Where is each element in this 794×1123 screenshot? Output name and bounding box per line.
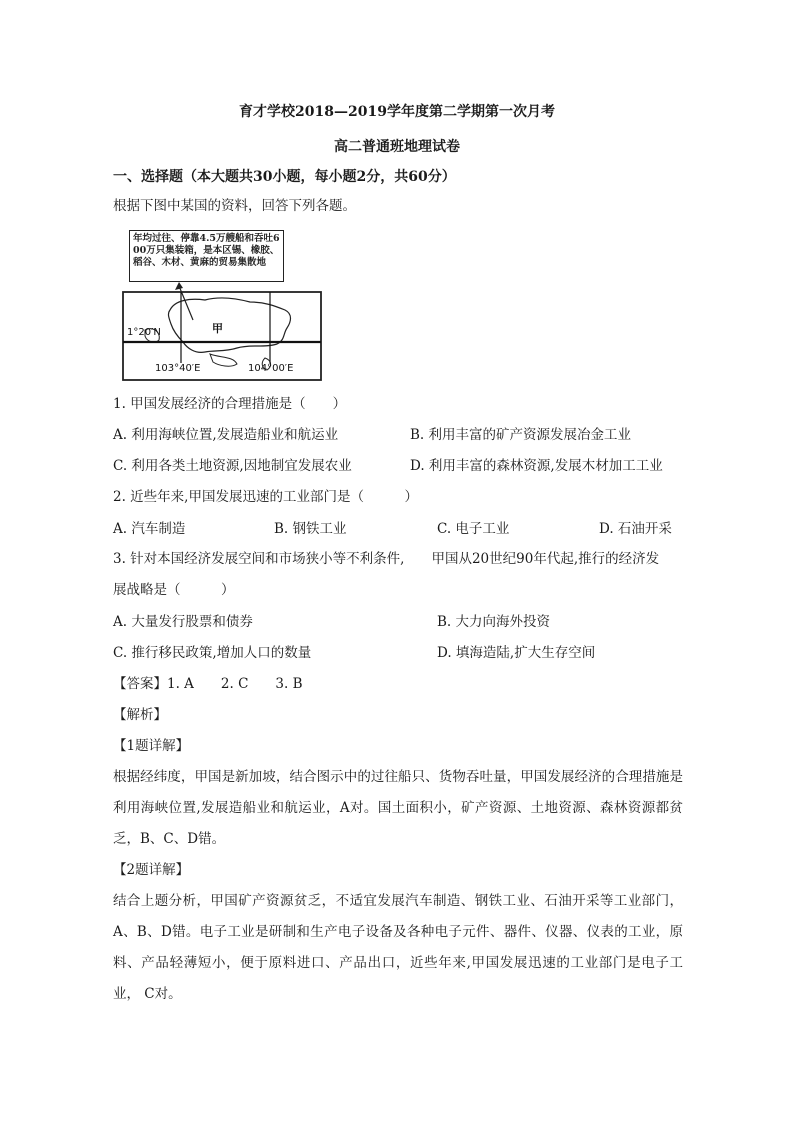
q2-analysis-text: 结合上题分析，甲国矿产资源贫乏，不适宜发展汽车制造、钢铁工业、石油开采等工业部门，A、B、D错。电子工业是研制和生产电子设备及各种电子元件、器件、仪器、仪表的工业，原料、产品轻薄短小，便于原料进口、产品出口，近些年来,甲国发展迅速的工业部门是电子工业， C对。 bbox=[113, 893, 683, 1002]
map-figure bbox=[115, 230, 325, 382]
question-2-option-a: A. 汽车制造 bbox=[113, 521, 186, 537]
exam-title: 育才学校2018—2019学年度第二学期第一次月考 bbox=[239, 104, 555, 120]
question-1-option-a: A. 利用海峡位置,发展造船业和航运业 bbox=[113, 427, 339, 443]
question-2-option-d: D. 石油开采 bbox=[599, 521, 672, 537]
longitude-right-label: 104°00′E bbox=[248, 363, 294, 374]
question-3-stem-line1: 3. 针对本国经济发展空间和市场狭小等不利条件, 甲国从20世纪90年代起,推行的经济发 bbox=[113, 551, 660, 567]
question-3-option-b: B. 大力向海外投资 bbox=[437, 614, 551, 630]
question-2-option-b: B. 钢铁工业 bbox=[274, 521, 347, 537]
map-callout: 年均过往、停靠4.5万艘船和吞吐600万只集装箱，是本区锡、橡胶、稻谷、木材、黄麻的贸易集散地 bbox=[129, 230, 284, 282]
question-1-option-c: C. 利用各类土地资源,因地制宜发展农业 bbox=[113, 458, 352, 474]
exam-subtitle: 高二普通班地理试卷 bbox=[334, 139, 460, 155]
question-3-option-d: D. 填海造陆,扩大生存空间 bbox=[437, 645, 596, 661]
question-1-stem: 1. 甲国发展经济的合理措施是（ ） bbox=[113, 396, 347, 412]
section-intro: 根据下图中某国的资料，回答下列各题。 bbox=[113, 198, 356, 214]
q1-analysis-text: 根据经纬度，甲国是新加坡，结合图示中的过往船只、货物吞吐量，甲国发展经济的合理措施是利用海峡位置,发展造船业和航运业，A对。国土面积小，矿产资源、土地资源、森林资源都贫乏，B、C、D错。 bbox=[113, 769, 683, 847]
q1-analysis-heading: 【1题详解】 bbox=[113, 738, 190, 754]
question-1-option-d: D. 利用丰富的森林资源,发展木材加工工业 bbox=[410, 458, 663, 474]
longitude-left-label: 103°40′E bbox=[155, 363, 201, 374]
question-2-option-c: C. 电子工业 bbox=[437, 521, 510, 537]
q2-analysis-heading: 【2题详解】 bbox=[113, 862, 190, 878]
analysis-heading: 【解析】 bbox=[113, 707, 167, 723]
question-3-stem-line2: 展战略是（ ） bbox=[113, 582, 235, 598]
section-heading: 一、选择题（本大题共30小题，每小题2分，共60分） bbox=[113, 169, 456, 185]
country-label: 甲 bbox=[212, 322, 223, 335]
question-1-option-b: B. 利用丰富的矿产资源发展冶金工业 bbox=[410, 427, 632, 443]
question-2-stem: 2. 近些年来,甲国发展迅速的工业部门是（ ） bbox=[113, 489, 418, 505]
question-3-option-a: A. 大量发行股票和债券 bbox=[113, 614, 253, 630]
answer-line: 【答案】1. A 2. C 3. B bbox=[113, 676, 303, 692]
callout-arrowhead bbox=[175, 282, 183, 290]
map-drawing bbox=[115, 230, 325, 382]
latitude-label: 1°20′N bbox=[127, 327, 161, 338]
small-island bbox=[210, 354, 237, 366]
question-3-option-c: C. 推行移民政策,增加人口的数量 bbox=[113, 645, 312, 661]
